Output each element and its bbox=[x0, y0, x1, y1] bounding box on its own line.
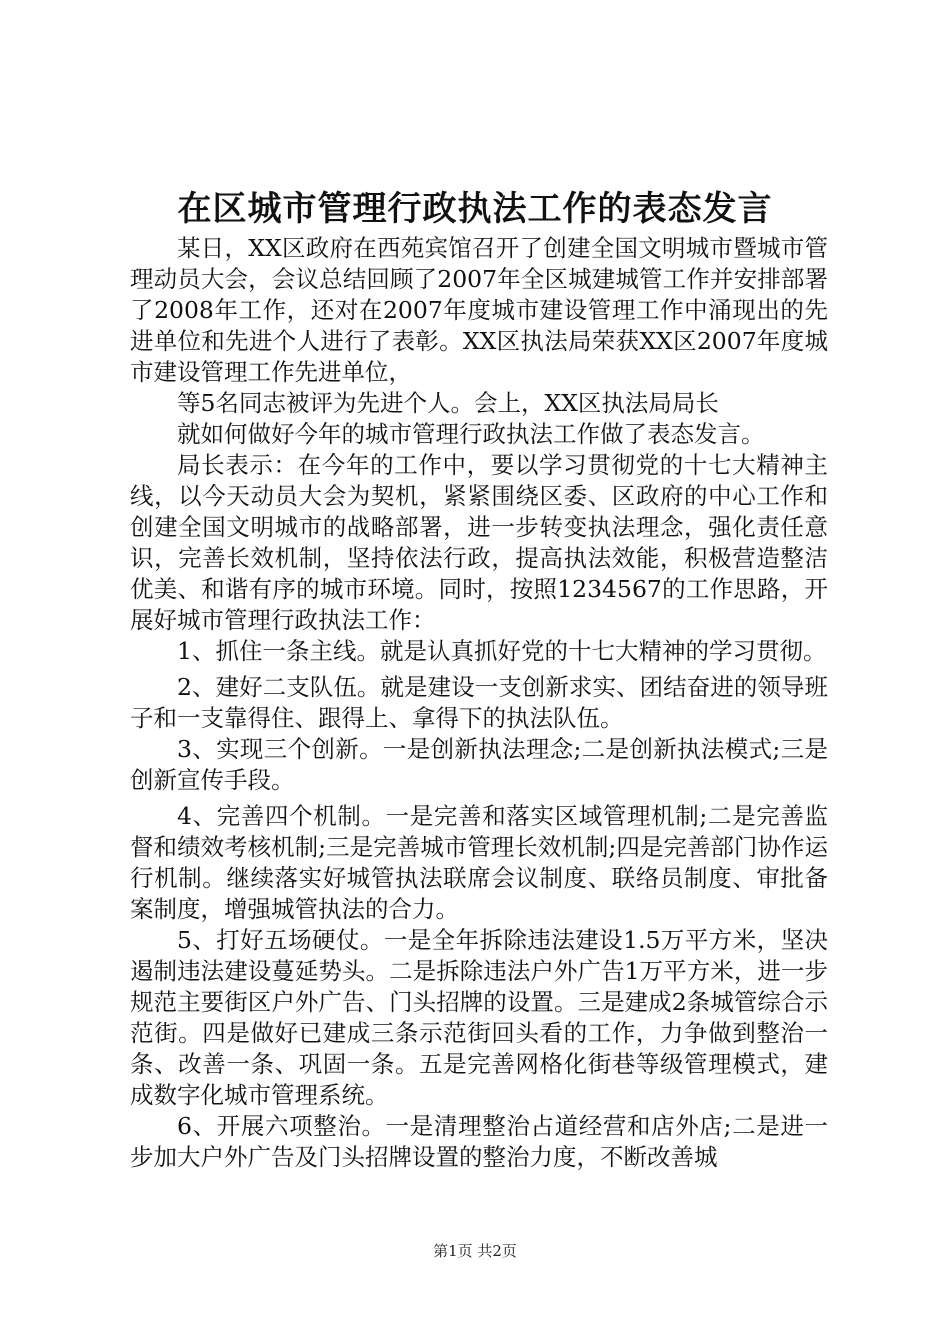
paragraph-award: 等5名同志被评为先进个人。会上，XX区执法局局长 bbox=[177, 389, 719, 417]
paragraph-item-1: 1、抓住一条主线。就是认真抓好党的十七大精神的学习贯彻。 bbox=[177, 637, 827, 665]
document-body bbox=[130, 233, 828, 1173]
paragraph-item-3: 3、实现三个创新。一是创新执法理念;二是创新执法模式;三是创新宣传手段。 bbox=[130, 735, 828, 794]
paragraph-item-2: 2、建好二支队伍。就是建设一支创新求实、团结奋进的领导班子和一支靠得住、跟得上、拿得下的执法队伍。 bbox=[130, 673, 828, 732]
paragraph-director-statement: 局长表示：在今年的工作中，要以学习贯彻党的十七大精神主线，以今天动员大会为契机，紧紧围绕区委、区政府的中心工作和创建全国文明城市的战略部署，进一步转变执法理念，强化责任意识，完善长效机制，坚持依法行政，提高执法效能，积极营造整洁优美、和谐有序的城市环境。同时，按照1234567的工作思路，开展好城市管理行政执法工作： bbox=[130, 451, 828, 634]
page-footer: 第1页 共2页 bbox=[433, 1242, 517, 1260]
paragraph-speech: 就如何做好今年的城市管理行政执法工作做了表态发言。 bbox=[177, 420, 765, 448]
paragraph-item-5: 5、打好五场硬仗。一是全年拆除违法建设1.5万平方米，坚决遏制违法建设蔓延势头。二是拆除违法户外广告1万平方米，进一步规范主要街区户外广告、门头招牌的设置。三是建成2条城管综合示范街。四是做好已建成三条示范街回头看的工作，力争做到整治一条、改善一条、巩固一条。五是完善网格化街巷等级管理模式，建成数字化城市管理系统。 bbox=[130, 926, 828, 1109]
paragraph-intro: 某日，XX区政府在西苑宾馆召开了创建全国文明城市暨城市管理动员大会，会议总结回顾了2007年全区城建城管工作并安排部署了2008年工作，还对在2007年度城市建设管理工作中涌现出的先进单位和先进个人进行了表彰。XX区执法局荣获XX区2007年度城市建设管理工作先进单位， bbox=[130, 234, 828, 386]
paragraph-item-4: 4、完善四个机制。一是完善和落实区域管理机制;二是完善监督和绩效考核机制;三是完善城市管理长效机制;四是完善部门协作运行机制。继续落实好城管执法联席会议制度、联络员制度、审批备案制度，增强城管执法的合力。 bbox=[130, 802, 828, 923]
paragraph-item-6: 6、开展六项整治。一是清理整治占道经营和店外店;二是进一步加大户外广告及门头招牌设置的整治力度，不断改善城 bbox=[130, 1112, 828, 1171]
document-title: 在区城市管理行政执法工作的表态发言 bbox=[177, 189, 773, 229]
